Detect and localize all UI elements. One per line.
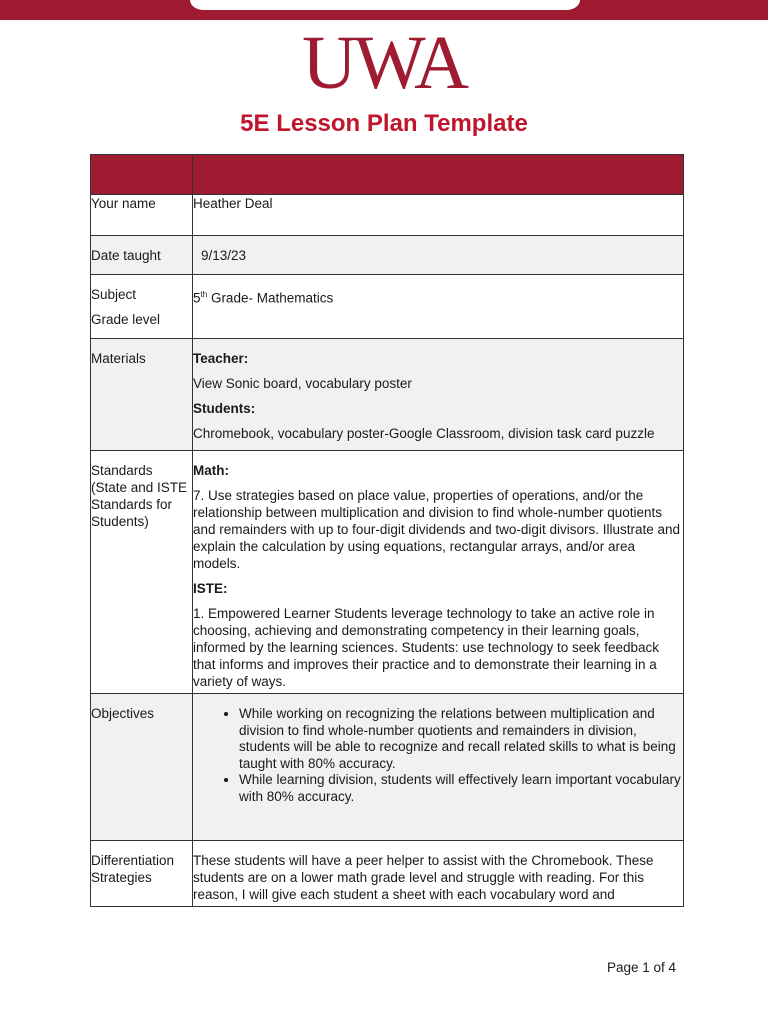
label-differentiation: Differentiation Strategies bbox=[91, 841, 193, 907]
label-standards: Standards (State and ISTE Standards for Students) bbox=[91, 451, 193, 694]
iste-standard: 1. Empowered Learner Students leverage technology to take an active role in choosing, achieving and demonstrating competency in their learning goals, informed by the learning sciences. Students: use technology to seek feedback that informs and improves their practice and to demonstrate their learning in a variety of ways. bbox=[193, 606, 660, 689]
objective-item: • While learning division, students will effectively learn important vocabulary with 80% accuracy. bbox=[239, 772, 683, 805]
label-subject-grade bbox=[91, 275, 193, 339]
top-bar-notch bbox=[190, 0, 580, 10]
students-materials: Chromebook, vocabulary poster-Google Classroom, division task card puzzle bbox=[193, 426, 655, 441]
iste-heading: ISTE: bbox=[193, 581, 228, 596]
top-brand-bar bbox=[0, 0, 768, 20]
label-objectives: Objectives bbox=[91, 694, 193, 841]
date-value: 9/13/23 bbox=[201, 248, 247, 263]
header-cell-right bbox=[193, 155, 684, 195]
label-grade-level: Grade level bbox=[91, 312, 161, 327]
label-date-taught: Date taught bbox=[91, 236, 193, 275]
row-date-taught bbox=[91, 236, 684, 275]
objective-item: • While working on recognizing the relations between multiplication and division to find whole-number quotients and remainders in division, students will be able to recognize and recall related skills to what is being taught with 80% accuracy. bbox=[239, 706, 683, 772]
row-materials bbox=[91, 339, 684, 451]
value-date-taught bbox=[193, 236, 684, 275]
page-title: 5E Lesson Plan Template bbox=[240, 110, 528, 137]
objectives-list bbox=[193, 706, 683, 805]
value-your-name: Heather Deal bbox=[193, 195, 684, 236]
teacher-materials: View Sonic board, vocabulary poster bbox=[193, 376, 412, 391]
teacher-heading: Teacher: bbox=[193, 351, 249, 366]
label-your-name: Your name bbox=[91, 195, 193, 236]
row-subject-grade bbox=[91, 275, 684, 339]
lesson-plan-table bbox=[90, 154, 684, 907]
grade-suffix: th bbox=[200, 290, 208, 299]
row-standards bbox=[91, 451, 684, 694]
subject-value: Grade- Mathematics bbox=[207, 290, 334, 306]
math-standard: 7. Use strategies based on place value, properties of operations, and/or the relationship between multiplication and division to find whole-number quotients and remainders with up to four-digit dividends and two-digit divisors. Illustrate and explain the calculation by using equations, rectangular arrays, and/or area models. bbox=[193, 488, 681, 571]
row-differentiation bbox=[91, 841, 684, 907]
math-heading: Math: bbox=[193, 463, 229, 478]
value-materials bbox=[193, 339, 684, 451]
students-heading: Students: bbox=[193, 401, 256, 416]
label-subject: Subject bbox=[91, 287, 137, 302]
value-subject-grade bbox=[193, 275, 684, 339]
page-number: Page 1 of 4 bbox=[607, 960, 677, 975]
grade-number: 5 bbox=[193, 290, 201, 306]
table-header-row bbox=[91, 155, 684, 195]
value-differentiation: These students will have a peer helper to assist with the Chromebook. These students are on a lower math grade level and struggle with reading. For this reason, I will give each student a sheet with each vocabulary word and bbox=[193, 841, 684, 907]
label-materials: Materials bbox=[91, 339, 193, 451]
header-cell-left bbox=[91, 155, 193, 195]
uwa-logo: UWA bbox=[301, 21, 467, 105]
value-standards bbox=[193, 451, 684, 694]
row-objectives bbox=[91, 694, 684, 841]
value-objectives bbox=[193, 694, 684, 841]
row-your-name bbox=[91, 195, 684, 236]
